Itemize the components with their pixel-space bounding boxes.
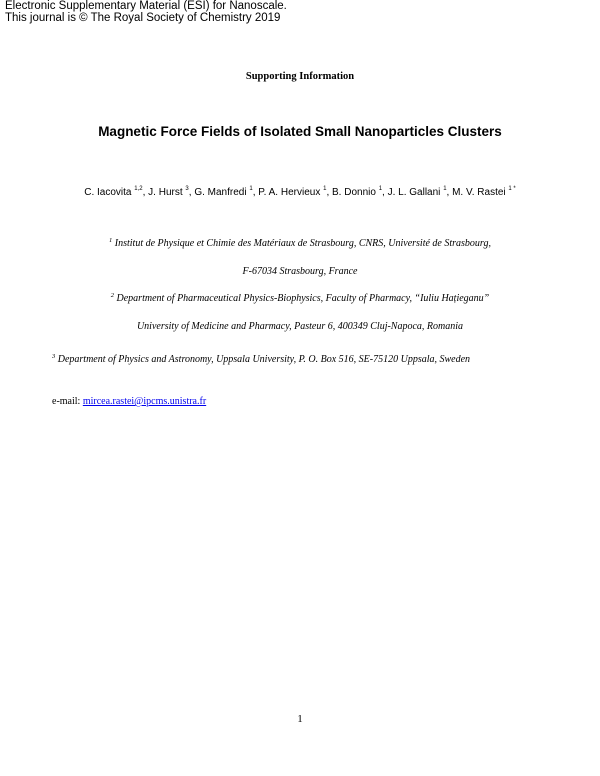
affiliation-1-line2: F-67034 Strasbourg, France <box>242 266 358 277</box>
author-affil-sup: 1 <box>323 186 327 192</box>
section-label: Supporting Information <box>245 71 355 82</box>
email-link[interactable]: mircea.rastei@ipcms.unistra.fr <box>82 396 207 407</box>
esi-header <box>5 0 287 24</box>
author-list <box>70 186 530 200</box>
affiliation-2-text: Department of Pharmaceutical Physics-Biophysics, Faculty of Pharmacy, “Iuliu Hațieganu” <box>114 293 490 304</box>
author-name: , J. Hurst <box>142 187 186 198</box>
affiliation-2-line2: University of Medicine and Pharmacy, Pasteur 6, 400349 Cluj-Napoca, Romania <box>136 321 464 332</box>
affiliation-1-sup: 1 <box>109 237 113 244</box>
affiliation-2-line1 <box>0 292 600 306</box>
author-affil-sup: 3 <box>185 186 189 192</box>
esi-header-line1: Electronic Supplementary Material (ESI) for Nanoscale. <box>5 0 287 12</box>
paper-title: Magnetic Force Fields of Isolated Small Nanoparticles Clusters <box>98 124 502 139</box>
author-name: , M. V. Rastei <box>446 187 509 198</box>
esi-header-line2: This journal is © The Royal Society of Chemistry 2019 <box>5 12 281 24</box>
author-affil-sup: 1 * <box>508 186 516 192</box>
affiliation-3 <box>52 353 522 367</box>
page-number: 1 <box>297 713 303 725</box>
affiliation-3-text: Department of Physics and Astronomy, Uppsala University, P. O. Box 516, SE-75120 Uppsala, Sweden <box>55 354 471 365</box>
author-name: , J. L. Gallani <box>382 187 444 198</box>
author-affil-sup: 1 <box>443 186 447 192</box>
author-name: C. Iacovita <box>84 187 135 198</box>
author-affil-sup: 1 <box>378 186 383 192</box>
author-affil-sup: 1,2 <box>134 186 143 192</box>
author-name: , G. Manfredi <box>188 187 250 198</box>
affiliation-1-line1 <box>0 237 600 251</box>
email-label: e-mail: <box>52 396 83 407</box>
author-affil-sup: 1 <box>249 186 253 192</box>
author-name: , P. A. Hervieux <box>252 187 324 198</box>
affiliation-1-text: Institut de Physique et Chimie des Matériaux de Strasbourg, CNRS, Université de Strasbourg, <box>112 238 491 249</box>
email-line <box>52 396 206 407</box>
affiliation-3-sup: 3 <box>52 353 56 360</box>
affiliation-2-sup: 2 <box>110 292 115 299</box>
author-name: , B. Donnio <box>326 187 379 198</box>
